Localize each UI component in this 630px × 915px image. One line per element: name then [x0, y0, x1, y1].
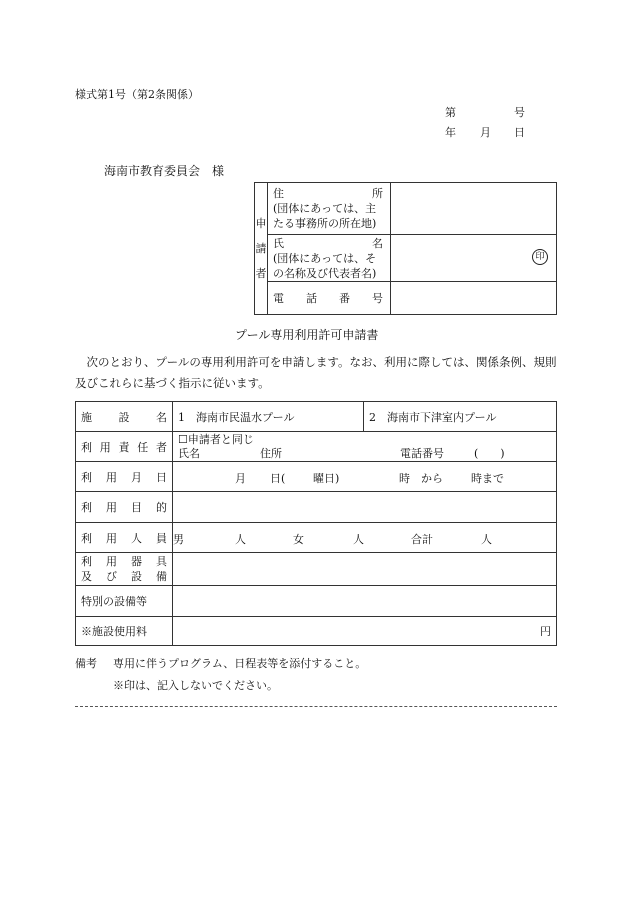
equipment-label: 利 用 器 具 及 び 設 備 — [76, 553, 173, 586]
notes-line-2: ※印は、記入しないでください。 — [113, 679, 278, 692]
responsible-label: 利 用 責 任 者 — [81, 440, 167, 454]
phone-label: 電 話 番 号 — [268, 282, 391, 315]
responsible-address-label: 住所 — [260, 446, 282, 460]
people-total-label: 合計 — [411, 533, 433, 546]
date-from-label: 時 から — [399, 472, 443, 485]
special-field[interactable] — [173, 586, 557, 617]
people-female-unit: 人 — [353, 533, 364, 546]
responsible-phone-label: 電話番号 — [400, 446, 444, 460]
row-responsible — [76, 432, 557, 462]
people-field[interactable] — [173, 523, 557, 553]
fee-label: ※施設使用料 — [76, 617, 173, 646]
people-male-unit: 人 — [235, 533, 246, 546]
phone-field[interactable] — [391, 282, 557, 315]
date-day-label: 日( — [270, 472, 286, 485]
date-month: 月 — [480, 126, 491, 139]
facility-label: 施 設 名 — [81, 410, 167, 424]
cut-line — [75, 706, 557, 707]
date-month-label: 月 — [235, 472, 246, 485]
purpose-label: 利 用 目 的 — [81, 501, 167, 514]
facility-option-1[interactable]: 1 海南市民温水プール — [173, 402, 364, 432]
number-dai: 第 — [445, 106, 456, 119]
special-label: 特別の設備等 — [76, 586, 173, 617]
row-facility — [76, 402, 557, 432]
responsible-name-label: 氏名 — [178, 446, 200, 460]
responsible-field[interactable] — [173, 432, 557, 462]
form-id: 様式第1号（第2条関係） — [75, 88, 199, 101]
fee-unit: 円 — [540, 625, 551, 638]
body-text: 次のとおり、プールの専用利用許可を申請します。なお、利用に際しては、関係条例、規則及びこれらに基づく指示に従います。 — [75, 355, 557, 390]
date-to-label: 時まで — [471, 472, 504, 485]
row-fee — [76, 617, 557, 646]
applicant-table — [254, 182, 557, 315]
main-table — [75, 401, 557, 646]
row-special — [76, 586, 557, 617]
date-weekday-label: 曜日) — [313, 472, 340, 485]
name-label: 氏 名 (団体にあっては、その名称及び代表者名) — [268, 235, 391, 282]
people-label: 利 用 人 員 — [81, 531, 167, 545]
date-year: 年 — [445, 126, 456, 139]
row-purpose — [76, 492, 557, 523]
equipment-field[interactable] — [173, 553, 557, 586]
form-title: プール専用利用許可申請書 — [235, 328, 379, 342]
seal-mark: 印 — [532, 249, 548, 265]
same-as-applicant-checkbox[interactable]: ☐申請者と同じ — [178, 432, 254, 446]
addressee: 海南市教育委員会 様 — [104, 164, 225, 178]
address-label: 住 所 (団体にあっては、主たる事務所の所在地) — [268, 183, 391, 235]
purpose-field[interactable] — [173, 492, 557, 523]
facility-option-2[interactable]: 2 海南市下津室内プール — [364, 402, 557, 432]
address-field[interactable] — [391, 183, 557, 235]
number-go: 号 — [514, 106, 525, 119]
date-day: 日 — [514, 126, 525, 139]
notes-line-1: 専用に伴うプログラム、日程表等を添付すること。 — [113, 657, 367, 670]
date-label: 利 用 月 日 — [81, 470, 167, 484]
responsible-phone-paren: ( ) — [474, 446, 505, 460]
people-total-unit: 人 — [481, 533, 492, 546]
row-date — [76, 462, 557, 492]
applicant-side-label: 申 請 者 — [255, 183, 268, 315]
date-field[interactable] — [173, 462, 557, 492]
notes-head: 備考 — [75, 657, 97, 670]
people-female-label: 女 — [293, 533, 304, 546]
row-people — [76, 523, 557, 553]
people-male-label: 男 — [173, 533, 184, 546]
fee-field[interactable] — [173, 617, 557, 646]
name-field[interactable] — [391, 235, 557, 282]
row-equipment — [76, 553, 557, 586]
